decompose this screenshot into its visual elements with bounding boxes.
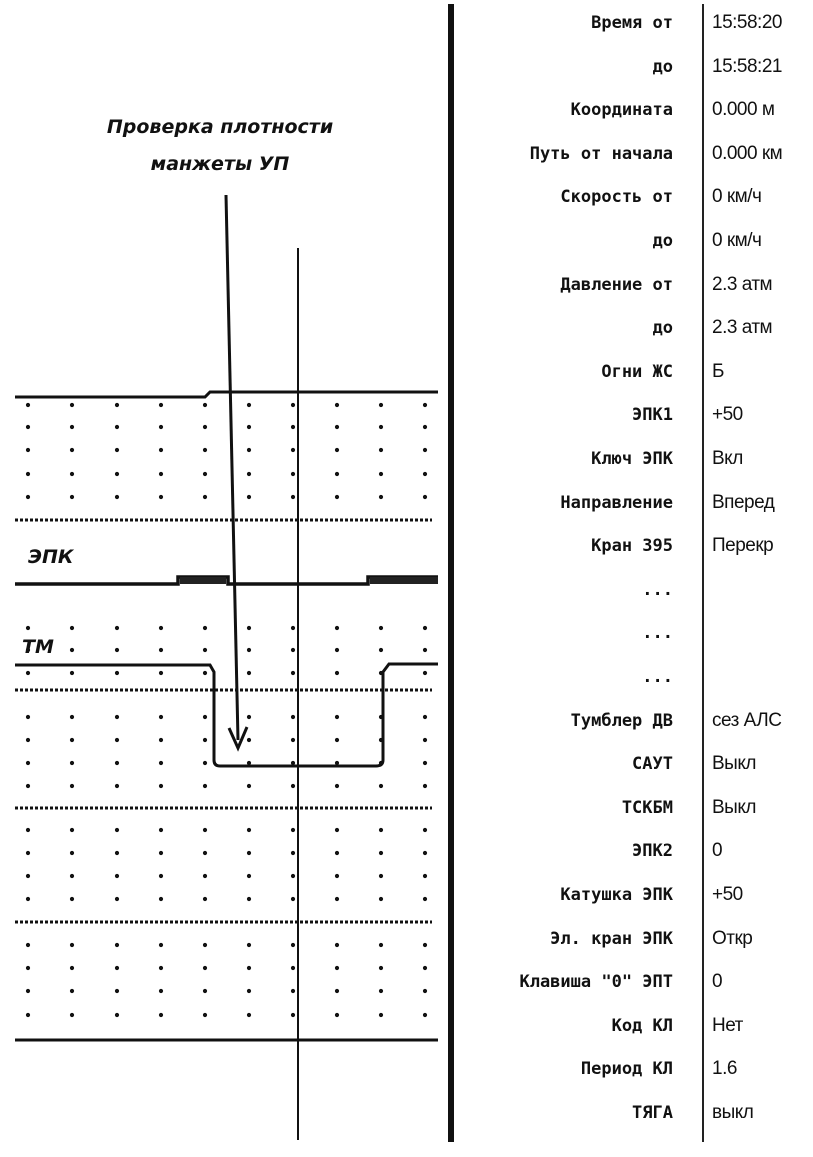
grid-dot bbox=[335, 966, 339, 970]
parameter-label: до bbox=[652, 231, 673, 251]
grid-dot bbox=[291, 828, 295, 832]
grid-dot bbox=[203, 448, 207, 452]
parameter-value: +50 bbox=[712, 404, 743, 426]
grid-dot bbox=[159, 648, 163, 652]
grid-dot bbox=[291, 448, 295, 452]
grid-dot bbox=[291, 671, 295, 675]
epk-pulse-2 bbox=[370, 577, 438, 584]
annotation-line-2: манжеты УП bbox=[150, 153, 290, 175]
grid-dot bbox=[203, 989, 207, 993]
grid-dot bbox=[291, 403, 295, 407]
grid-dot bbox=[291, 784, 295, 788]
parameter-row bbox=[456, 919, 811, 959]
grid-dot bbox=[291, 943, 295, 947]
grid-dot bbox=[70, 648, 74, 652]
parameter-row bbox=[456, 744, 811, 784]
parameter-row bbox=[456, 439, 811, 479]
grid-dot bbox=[335, 648, 339, 652]
parameter-row bbox=[456, 831, 811, 871]
grid-dot bbox=[159, 715, 163, 719]
grid-dot bbox=[247, 403, 251, 407]
grid-dot bbox=[159, 784, 163, 788]
grid-dot bbox=[291, 648, 295, 652]
grid-dot bbox=[247, 425, 251, 429]
grid-dot bbox=[423, 738, 427, 742]
parameter-label: до bbox=[652, 56, 673, 77]
grid-dot bbox=[115, 495, 119, 499]
grid-dot bbox=[203, 715, 207, 719]
parameter-row bbox=[456, 613, 811, 653]
grid-dot bbox=[115, 989, 119, 993]
grid-dot bbox=[335, 403, 339, 407]
parameter-value: 15:58:21 bbox=[712, 55, 782, 77]
grid-dot bbox=[379, 425, 383, 429]
grid-dot bbox=[159, 495, 163, 499]
grid-dot bbox=[203, 1013, 207, 1017]
dot-grid bbox=[26, 403, 427, 1017]
parameter-value: 0.000 м bbox=[712, 99, 775, 121]
grid-dot bbox=[159, 966, 163, 970]
parameter-row bbox=[456, 1049, 811, 1089]
grid-dot bbox=[379, 966, 383, 970]
grid-dot bbox=[115, 874, 119, 878]
grid-dot bbox=[335, 671, 339, 675]
annotation-line-1: Проверка плотности bbox=[106, 116, 334, 138]
grid-dot bbox=[379, 448, 383, 452]
grid-dot bbox=[159, 425, 163, 429]
grid-dot bbox=[291, 425, 295, 429]
grid-dot bbox=[291, 966, 295, 970]
grid-dot bbox=[335, 874, 339, 878]
grid-dot bbox=[203, 966, 207, 970]
parameter-label: Время от bbox=[591, 13, 673, 33]
grid-dot bbox=[26, 472, 30, 476]
grid-dot bbox=[335, 448, 339, 452]
parameter-row bbox=[456, 962, 811, 1002]
grid-dot bbox=[159, 448, 163, 452]
grid-dot bbox=[115, 851, 119, 855]
parameter-value: 1.6 bbox=[712, 1058, 737, 1080]
parameter-value: Вкл bbox=[712, 448, 743, 469]
grid-dot bbox=[115, 403, 119, 407]
parameter-label: ... bbox=[642, 623, 673, 644]
grid-dot bbox=[203, 851, 207, 855]
grid-dot bbox=[70, 671, 74, 675]
grid-dot bbox=[379, 784, 383, 788]
grid-dot bbox=[70, 966, 74, 970]
grid-dot bbox=[26, 828, 30, 832]
grid-dot bbox=[70, 1013, 74, 1017]
grid-dot bbox=[70, 472, 74, 476]
parameter-value: Нет bbox=[712, 1014, 743, 1036]
grid-dot bbox=[70, 989, 74, 993]
parameter-label: ЭПК1 bbox=[632, 405, 673, 426]
parameter-label: САУТ bbox=[632, 754, 673, 775]
parameter-value: Выкл bbox=[712, 753, 756, 775]
grid-dot bbox=[26, 966, 30, 970]
parameter-value: сез АЛС bbox=[712, 709, 782, 731]
grid-dot bbox=[26, 874, 30, 878]
grid-dot bbox=[247, 671, 251, 675]
epk-pulse-1 bbox=[180, 577, 226, 584]
grid-dot bbox=[423, 784, 427, 788]
parameter-value: 0.000 км bbox=[712, 142, 783, 164]
grid-dot bbox=[26, 943, 30, 947]
grid-dot bbox=[291, 989, 295, 993]
grid-dot bbox=[26, 738, 30, 742]
grid-dot bbox=[379, 626, 383, 630]
grid-dot bbox=[291, 626, 295, 630]
parameter-value: 15:58:20 bbox=[712, 12, 782, 33]
grid-dot bbox=[379, 1013, 383, 1017]
grid-dot bbox=[247, 715, 251, 719]
grid-dot bbox=[379, 989, 383, 993]
parameter-row bbox=[456, 3, 811, 43]
grid-dot bbox=[159, 989, 163, 993]
grid-dot bbox=[70, 851, 74, 855]
grid-dot bbox=[159, 943, 163, 947]
grid-dot bbox=[379, 495, 383, 499]
grid-dot bbox=[423, 495, 427, 499]
grid-dot bbox=[159, 851, 163, 855]
grid-dot bbox=[115, 671, 119, 675]
grid-dot bbox=[70, 626, 74, 630]
parameter-label: до bbox=[652, 318, 673, 339]
grid-dot bbox=[423, 943, 427, 947]
grid-dot bbox=[335, 715, 339, 719]
parameter-row bbox=[456, 570, 811, 610]
grid-dot bbox=[379, 648, 383, 652]
grid-dot bbox=[335, 784, 339, 788]
grid-dot bbox=[26, 1013, 30, 1017]
grid-dot bbox=[26, 403, 30, 407]
grid-dot bbox=[247, 897, 251, 901]
grid-dot bbox=[26, 671, 30, 675]
grid-dot bbox=[115, 626, 119, 630]
parameter-row bbox=[456, 308, 811, 348]
grid-dot bbox=[379, 828, 383, 832]
parameter-row bbox=[456, 47, 811, 87]
parameter-row bbox=[456, 90, 811, 130]
grid-dot bbox=[203, 784, 207, 788]
grid-dot bbox=[423, 448, 427, 452]
grid-dot bbox=[70, 874, 74, 878]
grid-dot bbox=[247, 989, 251, 993]
grid-dot bbox=[423, 828, 427, 832]
grid-dot bbox=[247, 828, 251, 832]
grid-dot bbox=[159, 897, 163, 901]
grid-dot bbox=[247, 1013, 251, 1017]
parameter-row bbox=[456, 177, 811, 217]
parameter-row bbox=[456, 483, 811, 523]
grid-dot bbox=[423, 1013, 427, 1017]
grid-dot bbox=[70, 495, 74, 499]
grid-dot bbox=[335, 828, 339, 832]
grid-dot bbox=[247, 648, 251, 652]
grid-dot bbox=[203, 943, 207, 947]
grid-dot bbox=[26, 897, 30, 901]
grid-dot bbox=[159, 828, 163, 832]
grid-dot bbox=[70, 897, 74, 901]
grid-dot bbox=[291, 738, 295, 742]
grid-dot bbox=[335, 472, 339, 476]
grid-dot bbox=[247, 495, 251, 499]
grid-dot bbox=[379, 472, 383, 476]
grid-dot bbox=[203, 495, 207, 499]
parameter-label: Направление bbox=[560, 492, 673, 513]
parameter-label: Путь от начала bbox=[529, 143, 673, 164]
parameter-label: Скорость от bbox=[560, 187, 673, 208]
grid-dot bbox=[335, 1013, 339, 1017]
grid-dot bbox=[70, 403, 74, 407]
grid-dot bbox=[423, 472, 427, 476]
grid-dot bbox=[379, 874, 383, 878]
grid-dot bbox=[159, 472, 163, 476]
grid-dot bbox=[26, 425, 30, 429]
grid-dot bbox=[291, 472, 295, 476]
grid-dot bbox=[70, 715, 74, 719]
grid-dot bbox=[423, 425, 427, 429]
parameter-row bbox=[456, 875, 811, 915]
grid-dot bbox=[203, 648, 207, 652]
parameter-row bbox=[456, 134, 811, 174]
grid-dot bbox=[70, 943, 74, 947]
grid-dot bbox=[423, 874, 427, 878]
grid-dot bbox=[291, 874, 295, 878]
parameter-value: Выкл bbox=[712, 796, 756, 818]
grid-dot bbox=[423, 671, 427, 675]
grid-dot bbox=[291, 495, 295, 499]
grid-dot bbox=[247, 448, 251, 452]
grid-dot bbox=[159, 1013, 163, 1017]
grid-dot bbox=[291, 761, 295, 765]
grid-dot bbox=[423, 897, 427, 901]
grid-dot bbox=[247, 851, 251, 855]
grid-dot bbox=[423, 966, 427, 970]
parameter-value: +50 bbox=[712, 884, 743, 905]
grid-dot bbox=[159, 626, 163, 630]
grid-dot bbox=[159, 761, 163, 765]
grid-dot bbox=[115, 1013, 119, 1017]
channel-label-tm: ТМ bbox=[22, 636, 54, 658]
parameter-row bbox=[456, 657, 811, 697]
grid-dot bbox=[203, 738, 207, 742]
grid-dot bbox=[379, 897, 383, 901]
parameter-label: Код КЛ bbox=[611, 1015, 673, 1036]
parameter-value: 0 bbox=[712, 971, 723, 993]
grid-dot bbox=[379, 403, 383, 407]
parameter-value: 2.3 атм bbox=[712, 317, 773, 339]
parameter-value: 0 bbox=[712, 840, 723, 862]
grid-dot bbox=[203, 425, 207, 429]
grid-dot bbox=[115, 648, 119, 652]
parameter-row bbox=[456, 1006, 811, 1046]
parameter-value: Б bbox=[712, 360, 724, 382]
parameter-value: 0 км/ч bbox=[712, 186, 762, 208]
grid-dot bbox=[423, 648, 427, 652]
grid-dot bbox=[203, 626, 207, 630]
grid-dot bbox=[335, 738, 339, 742]
grid-dot bbox=[335, 989, 339, 993]
parameter-label: Период КЛ bbox=[580, 1059, 673, 1080]
grid-dot bbox=[115, 715, 119, 719]
grid-dot bbox=[335, 425, 339, 429]
parameter-value: Перекр bbox=[712, 535, 774, 557]
grid-dot bbox=[335, 851, 339, 855]
grid-dot bbox=[203, 828, 207, 832]
parameter-value: Откр bbox=[712, 927, 753, 949]
grid-dot bbox=[247, 966, 251, 970]
parameter-row bbox=[456, 701, 811, 741]
parameter-value: 0 км/ч bbox=[712, 230, 762, 251]
grid-dot bbox=[335, 761, 339, 765]
parameter-label: Огни ЖС bbox=[601, 361, 673, 382]
parameter-row bbox=[456, 526, 811, 566]
parameter-label: ... bbox=[642, 579, 673, 600]
grid-dot bbox=[379, 943, 383, 947]
grid-dot bbox=[203, 403, 207, 407]
grid-dot bbox=[247, 784, 251, 788]
top-signal-trace bbox=[15, 392, 438, 397]
grid-dot bbox=[115, 738, 119, 742]
grid-dot bbox=[159, 403, 163, 407]
grid-dot bbox=[203, 671, 207, 675]
grid-dot bbox=[291, 851, 295, 855]
grid-dot bbox=[291, 715, 295, 719]
grid-dot bbox=[115, 828, 119, 832]
grid-dot bbox=[423, 761, 427, 765]
grid-dot bbox=[26, 448, 30, 452]
grid-dot bbox=[203, 472, 207, 476]
grid-dot bbox=[26, 989, 30, 993]
grid-dot bbox=[115, 784, 119, 788]
grid-dot bbox=[247, 472, 251, 476]
grid-dot bbox=[247, 874, 251, 878]
parameter-value: выкл bbox=[712, 1102, 754, 1123]
parameter-label: Тумблер ДВ bbox=[570, 710, 673, 731]
grid-dot bbox=[115, 472, 119, 476]
grid-dot bbox=[115, 966, 119, 970]
parameter-label: Катушка ЭПК bbox=[560, 885, 673, 905]
parameter-label: Клавиша "0" ЭПТ bbox=[519, 972, 673, 993]
grid-dot bbox=[203, 874, 207, 878]
parameter-label: Эл. кран ЭПК bbox=[550, 928, 673, 949]
grid-dot bbox=[247, 761, 251, 765]
grid-dot bbox=[203, 761, 207, 765]
grid-dot bbox=[335, 626, 339, 630]
parameter-label: ТСКБМ bbox=[621, 797, 673, 818]
grid-dot bbox=[159, 671, 163, 675]
parameter-row bbox=[456, 265, 811, 305]
tm-signal-trace bbox=[15, 664, 438, 766]
grid-dot bbox=[115, 448, 119, 452]
grid-dot bbox=[291, 1013, 295, 1017]
grid-dot bbox=[26, 626, 30, 630]
grid-dot bbox=[203, 897, 207, 901]
parameter-value: Вперед bbox=[712, 491, 775, 513]
grid-dot bbox=[423, 715, 427, 719]
grid-dot bbox=[115, 425, 119, 429]
grid-dot bbox=[423, 403, 427, 407]
grid-dot bbox=[247, 943, 251, 947]
grid-dot bbox=[115, 943, 119, 947]
grid-dot bbox=[335, 943, 339, 947]
grid-dot bbox=[70, 761, 74, 765]
parameter-row bbox=[456, 788, 811, 828]
grid-dot bbox=[26, 851, 30, 855]
grid-dot bbox=[26, 495, 30, 499]
parameter-label: ... bbox=[642, 667, 673, 687]
grid-dot bbox=[115, 761, 119, 765]
grid-dot bbox=[291, 897, 295, 901]
parameter-row bbox=[456, 352, 811, 392]
grid-dot bbox=[159, 874, 163, 878]
parameter-label: ЭПК2 bbox=[632, 841, 673, 862]
parameter-label: Координата bbox=[570, 100, 673, 121]
parameter-label: Кран 395 bbox=[591, 536, 673, 557]
grid-dot bbox=[70, 425, 74, 429]
parameter-label: ТЯГА bbox=[632, 1103, 673, 1123]
grid-dot bbox=[335, 495, 339, 499]
grid-dot bbox=[247, 626, 251, 630]
parameter-value: 2.3 атм bbox=[712, 273, 773, 295]
grid-dot bbox=[159, 738, 163, 742]
grid-dot bbox=[423, 626, 427, 630]
grid-dot bbox=[423, 851, 427, 855]
grid-dot bbox=[247, 738, 251, 742]
grid-dot bbox=[335, 897, 339, 901]
parameter-label: Ключ ЭПК bbox=[591, 449, 673, 469]
grid-dot bbox=[70, 828, 74, 832]
parameter-row bbox=[456, 395, 811, 435]
grid-dot bbox=[26, 715, 30, 719]
grid-dot bbox=[26, 761, 30, 765]
grid-dot bbox=[423, 989, 427, 993]
channel-label-epk: ЭПК bbox=[28, 546, 74, 568]
parameter-row bbox=[456, 221, 811, 261]
grid-dot bbox=[70, 448, 74, 452]
grid-dot bbox=[70, 784, 74, 788]
grid-dot bbox=[115, 897, 119, 901]
parameter-row bbox=[456, 1093, 811, 1133]
annotation-arrow-shaft bbox=[226, 195, 238, 740]
grid-dot bbox=[70, 738, 74, 742]
grid-dot bbox=[379, 851, 383, 855]
parameter-label: Давление от bbox=[560, 274, 673, 295]
grid-dot bbox=[26, 784, 30, 788]
